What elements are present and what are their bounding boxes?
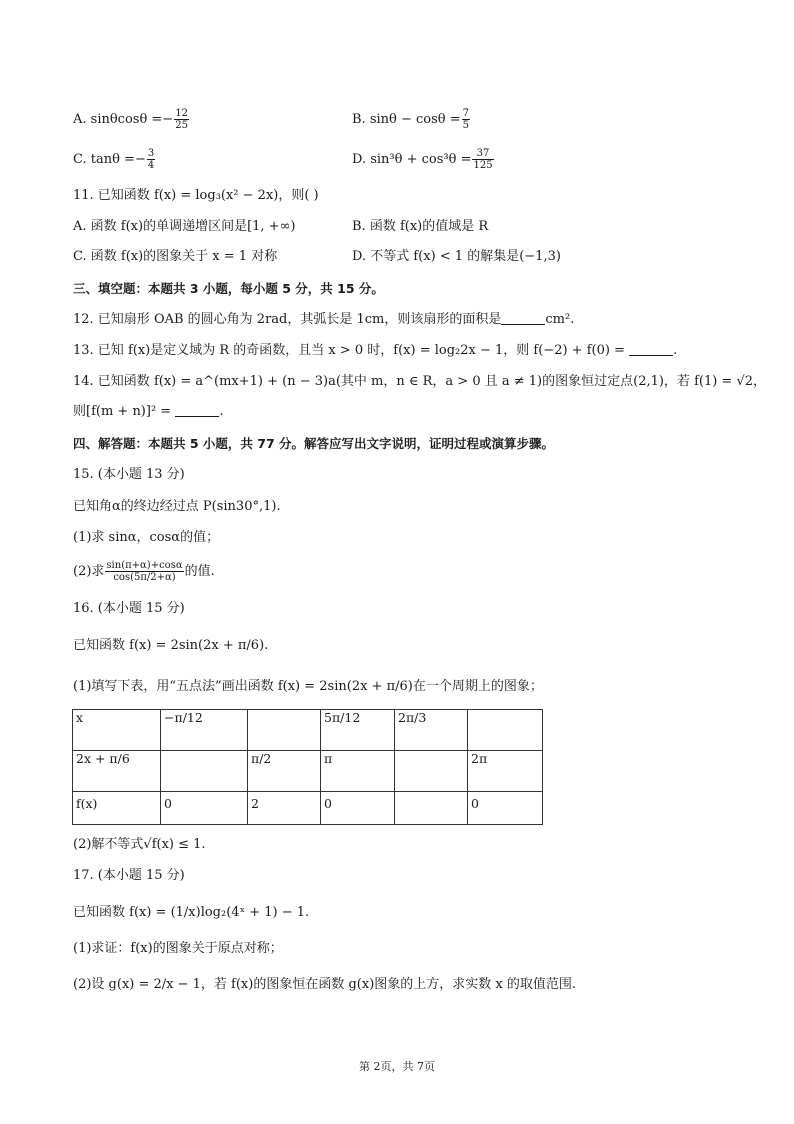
- q16-part2: (2)解不等式√f(x) ≤ 1.: [73, 837, 206, 852]
- section-3-heading: 三、填空题：本题共 3 小题，每小题 5 分，共 15 分。: [73, 281, 384, 296]
- table-cell: 2x + π/6: [73, 751, 161, 792]
- q10-option-d: [352, 148, 495, 171]
- q15-part1: (1)求 sinα，cosα的值；: [73, 530, 220, 545]
- table-cell: 2: [248, 792, 321, 825]
- q10-c-denominator: 4: [147, 160, 155, 171]
- q10-option-c-text: C. tanθ =−: [73, 152, 146, 167]
- q17-part2: (2)设 g(x) = 2/x − 1，若 f(x)的图象恒在函数 g(x)图象的上方，求实数 x 的取值范围.: [73, 977, 576, 992]
- table-cell[interactable]: [468, 710, 543, 751]
- q17-title: 17. (本小题 15 分): [73, 868, 185, 883]
- q13-text: 13. 已知 f(x)是定义域为 R 的奇函数，且当 x > 0 时，f(x) = log₂2x − 1，则 f(−2) + f(0) =: [73, 343, 625, 358]
- q10-d-numerator: 37: [472, 148, 493, 160]
- q11-option-a: A. 函数 f(x)的单调递增区间是[1, +∞): [73, 219, 296, 234]
- table-row: [73, 751, 543, 792]
- q10-option-a: [73, 108, 190, 131]
- table-cell[interactable]: −π/12: [161, 710, 248, 751]
- q14-end: .: [219, 404, 224, 419]
- q10-b-denominator: 5: [462, 120, 470, 131]
- table-cell: f(x): [73, 792, 161, 825]
- q14-line2: [73, 402, 223, 422]
- q12-text: 12. 已知扇形 OAB 的圆心角为 2rad，其弧长是 1cm，则该扇形的面积是: [73, 312, 502, 327]
- table-cell[interactable]: [395, 751, 468, 792]
- q12-line: [73, 310, 574, 330]
- table-cell: 0: [468, 792, 543, 825]
- q14-line1: 14. 已知函数 f(x) = a^(mx+1) + (n − 3)a(其中 m，n ∈ R，a > 0 且 a ≠ 1)的图象恒过定点(2,1)，若 f(1) = √2，: [73, 374, 767, 389]
- q16-title: 16. (本小题 15 分): [73, 601, 185, 616]
- q12-unit: cm².: [545, 312, 575, 327]
- table-cell: x: [73, 710, 161, 751]
- table-row: [73, 710, 543, 751]
- table-cell: 0: [321, 792, 395, 825]
- q16-stem: 已知函数 f(x) = 2sin(2x + π/6).: [73, 638, 269, 653]
- q17-stem: 已知函数 f(x) = (1/x)log₂(4ˣ + 1) − 1.: [73, 905, 310, 920]
- q15-stem: 已知角α的终边经过点 P(sin30°,1).: [73, 499, 281, 514]
- table-cell: 5π/12: [321, 710, 395, 751]
- table-cell: π: [321, 751, 395, 792]
- q10-option-d-text: D. sin³θ + cos³θ =: [352, 152, 472, 167]
- table-cell: 2π: [468, 751, 543, 792]
- table-cell[interactable]: [395, 792, 468, 825]
- q13-end: .: [673, 343, 678, 358]
- q15-part2-suffix: 的值.: [184, 564, 215, 579]
- q12-answer-blank[interactable]: [501, 312, 545, 325]
- q10-a-denominator: 25: [175, 120, 188, 131]
- table-row: [73, 792, 543, 825]
- q11-option-b: B. 函数 f(x)的值域是 R: [352, 219, 489, 234]
- q14-text: 则[f(m + n)]² =: [73, 404, 172, 419]
- table-cell: 0: [161, 792, 248, 825]
- q11-stem: 11. 已知函数 f(x) = log₃(x² − 2x)，则( ): [73, 188, 319, 203]
- q11-option-d: D. 不等式 f(x) < 1 的解集是(−1,3): [352, 249, 561, 264]
- q15-fraction-denominator: cos(5π/2+α): [113, 572, 176, 583]
- q15-fraction-numerator: sin(π+α)+cosα: [106, 560, 183, 571]
- table-cell: 2π/3: [395, 710, 468, 751]
- q10-d-denominator: 125: [473, 160, 493, 171]
- q15-part2: [73, 560, 215, 583]
- q10-c-numerator: 3: [147, 148, 155, 159]
- section-4-heading: 四、解答题：本题共 5 小题，共 77 分。解答应写出文字说明，证明过程或演算步骤。: [73, 436, 555, 451]
- q10-a-numerator: 12: [175, 108, 188, 119]
- table-cell: π/2: [248, 751, 321, 792]
- q15-title: 15. (本小题 13 分): [73, 467, 185, 482]
- q11-option-c: C. 函数 f(x)的图象关于 x = 1 对称: [73, 249, 278, 264]
- q10-option-b: [352, 108, 471, 131]
- q10-option-a-text: A. sinθcosθ =−: [73, 112, 174, 127]
- table-cell[interactable]: [248, 710, 321, 751]
- q14-answer-blank[interactable]: [175, 404, 219, 417]
- q13-answer-blank[interactable]: [629, 343, 673, 356]
- q17-part1: (1)求证：f(x)的图象关于原点对称；: [73, 941, 283, 956]
- table-cell[interactable]: [161, 751, 248, 792]
- q16-part1: (1)填写下表，用“五点法”画出函数 f(x) = 2sin(2x + π/6)在一个周期上的图象；: [73, 679, 543, 694]
- page-footer: 第 2页，共 7页: [359, 1060, 435, 1073]
- q10-option-b-text: B. sinθ − cosθ =: [352, 112, 461, 127]
- five-point-table: [72, 709, 543, 825]
- q15-part2-prefix: (2)求: [73, 564, 105, 579]
- q13-line: [73, 341, 677, 361]
- q10-option-c: [73, 148, 156, 171]
- q10-b-numerator: 7: [462, 108, 470, 119]
